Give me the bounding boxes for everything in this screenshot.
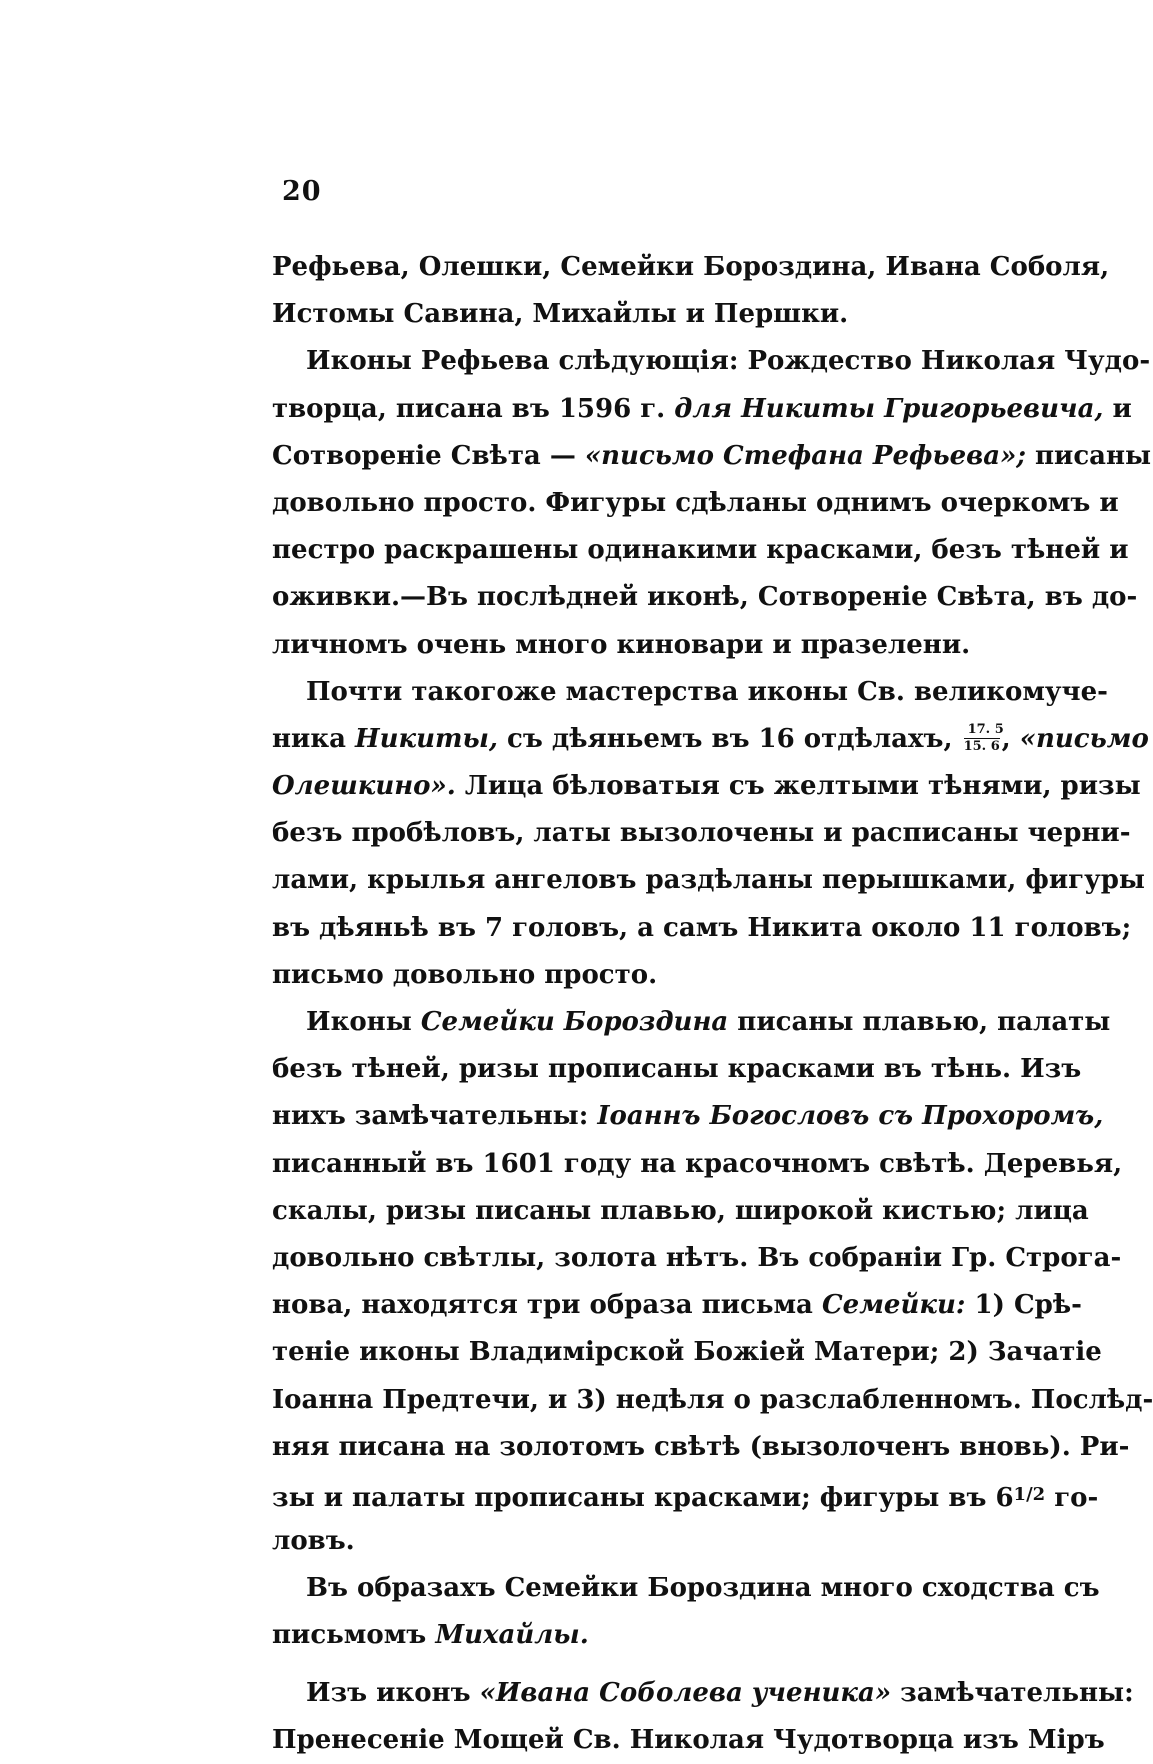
italic-run: Іоаннъ Богословъ съ Прохоромъ, xyxy=(597,1101,1104,1132)
text-line: Иконы Рефьева слѣдующія: Рождество Николая Чудо- xyxy=(306,346,1151,377)
text-run: ника xyxy=(272,723,355,754)
italic-run: для Никиты Григорьевича, xyxy=(674,393,1104,424)
text-run: творца, писана въ 1596 г. xyxy=(272,393,675,424)
italic-run: Семейки Бороздина xyxy=(420,1007,729,1037)
text-run: , xyxy=(1001,723,1020,754)
italic-run: Михайлы. xyxy=(435,1620,589,1651)
page-number: 20 xyxy=(282,176,322,207)
italic-run: «Ивана Соболева ученика» xyxy=(479,1677,892,1708)
text-run: нова, находятся три образа письма xyxy=(272,1290,822,1321)
text-line xyxy=(272,433,1152,480)
text-run: зы и палаты прописаны красками; фигуры въ 6 xyxy=(272,1482,1014,1513)
text-run: 1) Срѣ- xyxy=(965,1290,1082,1321)
text-run: замѣчательны: xyxy=(891,1677,1134,1708)
text-line: Рефьева, Олешки, Семейки Бороздина, Ивана Соболя, xyxy=(272,252,1110,282)
text-line: довольно свѣтлы, золота нѣтъ. Въ собраніи Гр. Строга- xyxy=(272,1242,1122,1273)
italic-run: «письмо Стефана Рефьева»; xyxy=(584,440,1026,471)
text-run: Иконы xyxy=(306,1007,421,1037)
text-line: безъ тѣней, ризы прописаны красками въ тѣнь. Изъ xyxy=(272,1054,1082,1085)
text-line xyxy=(272,763,1141,810)
text-line: письмо довольно просто. xyxy=(272,959,658,990)
text-line: скалы, ризы писаны плавью, широкой кистью; лица xyxy=(272,1195,1089,1226)
text-line xyxy=(272,1282,1082,1329)
italic-run: «письмо xyxy=(1019,723,1149,754)
text-line: довольно просто. Фигуры сдѣланы однимъ очеркомъ и xyxy=(272,487,1119,518)
text-line: безъ пробѣловъ, латы вызолочены и расписаны черни- xyxy=(272,818,1131,849)
fraction-denominator: 15. 6 xyxy=(963,738,1000,754)
text-run: нихъ замѣчательны: xyxy=(272,1101,598,1132)
text-run: Изъ иконъ xyxy=(306,1677,480,1708)
text-line xyxy=(272,1612,1072,1659)
text-line xyxy=(272,716,1149,763)
italic-run: Никиты, xyxy=(355,723,498,754)
text-run: го- xyxy=(1045,1482,1099,1513)
text-line: лами, крылья ангеловъ раздѣланы перышками, фигуры xyxy=(272,865,1145,896)
text-line: личномъ очень много киновари и празелени. xyxy=(272,629,971,660)
text-line: ловъ. xyxy=(272,1526,355,1557)
text-line: Пренесеніе Мощей Св. Николая Чудотворца изъ Міръ xyxy=(272,1724,1105,1755)
text-line: въ дѣяньѣ въ 7 головъ, а самъ Никита около 11 головъ; xyxy=(272,912,1132,943)
text-run: письмомъ xyxy=(272,1620,436,1651)
text-run: и xyxy=(1103,393,1132,424)
body-text xyxy=(272,244,1153,1764)
text-run: Сотвореніе Свѣта — xyxy=(272,440,585,471)
text-line: Истомы Савина, Михайлы и Першки. xyxy=(272,299,849,330)
text-line xyxy=(272,1471,1099,1518)
text-line xyxy=(272,1093,1104,1140)
text-line: теніе иконы Владимірской Божіей Матери; 2) Зачатіе xyxy=(272,1337,1102,1368)
size-fraction xyxy=(962,721,1004,755)
italic-run: Семейки: xyxy=(821,1290,966,1321)
text-line: пестро раскрашены одинакими красками, безъ тѣней и xyxy=(272,535,1129,566)
fraction-numerator: 17. 5 xyxy=(967,721,1004,737)
text-line xyxy=(272,386,1132,433)
text-line: Іоанна Предтечи, и 3) недѣля о разслабленномъ. Послѣд- xyxy=(272,1384,1153,1415)
text-run: съ дѣяньемъ въ 16 отдѣлахъ, xyxy=(498,723,962,754)
italic-run: Олешкино». xyxy=(272,771,456,802)
text-line: Почти такогоже мастерства иконы Св. великомуче- xyxy=(306,676,1108,707)
text-run: Лица бѣловатыя съ желтыми тѣнями, ризы xyxy=(455,771,1141,802)
text-run: писаны xyxy=(1025,440,1152,471)
text-line: писанный въ 1601 году на красочномъ свѣтѣ. Деревья, xyxy=(272,1148,1123,1179)
text-line xyxy=(272,1670,1134,1717)
text-line: оживки.—Въ послѣдней иконѣ, Сотвореніе Свѣта, въ до- xyxy=(272,582,1138,613)
text-line: няя писана на золотомъ свѣтѣ (вызолоченъ вновь). Ри- xyxy=(272,1431,1130,1462)
text-line xyxy=(272,999,1111,1046)
half-fraction: 1/2 xyxy=(1013,1483,1046,1505)
text-run: писаны плавью, палаты xyxy=(728,1007,1111,1037)
text-line: Въ образахъ Семейки Бороздина много сходства съ xyxy=(306,1573,1100,1604)
